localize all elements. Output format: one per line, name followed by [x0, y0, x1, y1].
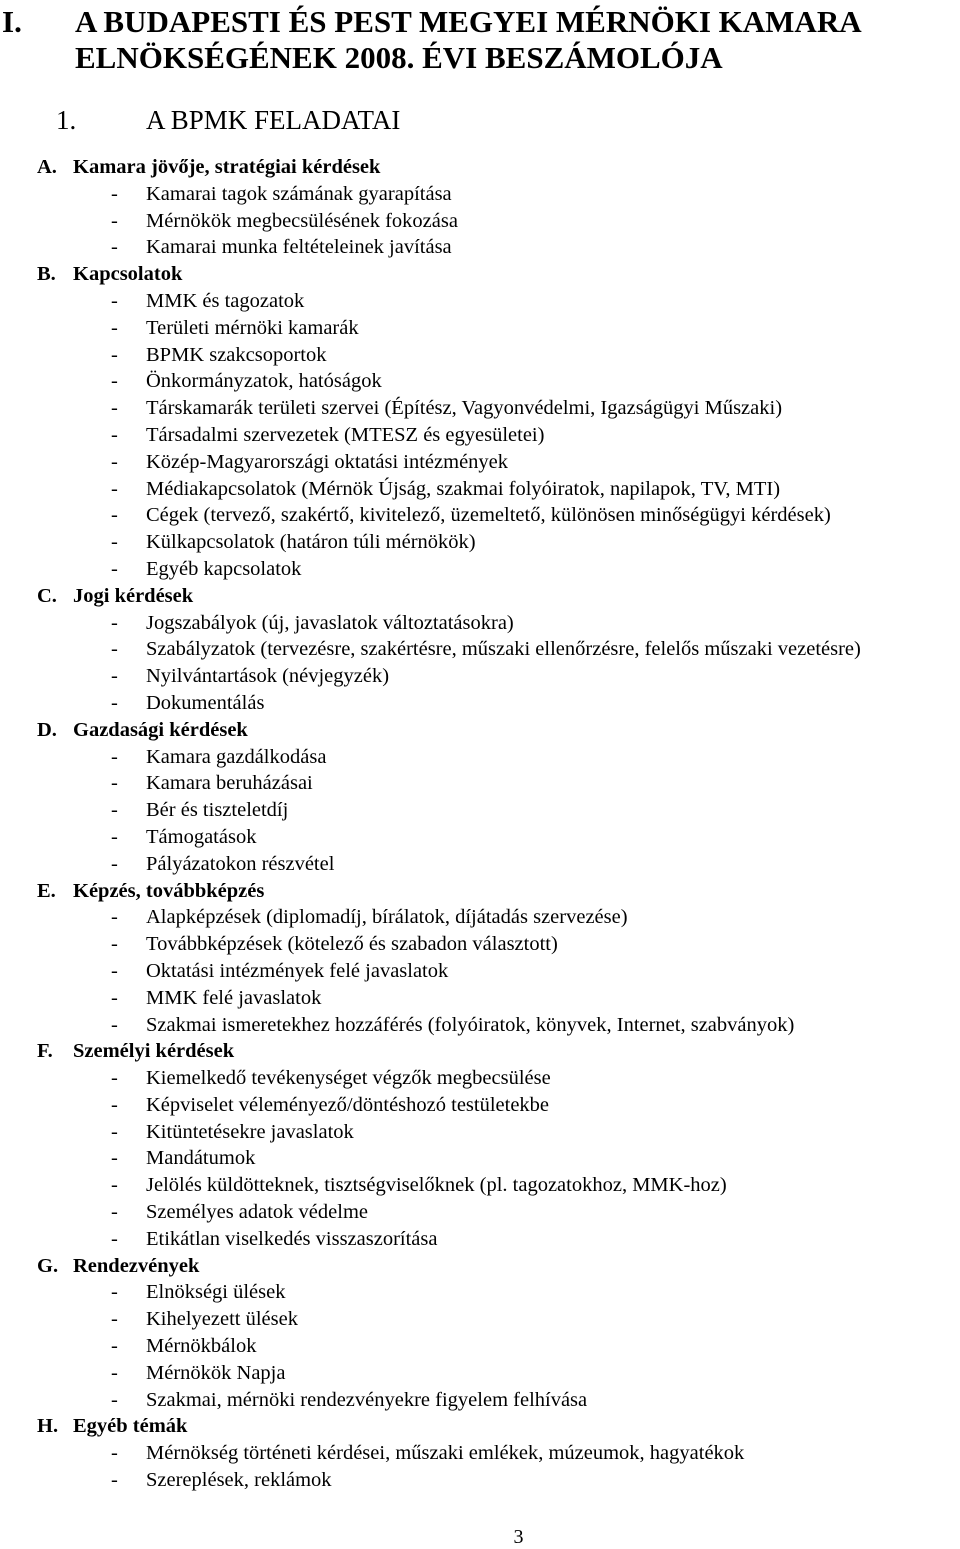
section-label: G. — [37, 1254, 59, 1277]
bullet-dash: - — [111, 1469, 118, 1492]
list-item-text: Kamarai tagok számának gyarapítása — [146, 182, 452, 205]
bullet-dash: - — [111, 638, 118, 661]
bullet-dash: - — [111, 477, 118, 500]
list-item-text: Mandátumok — [146, 1147, 256, 1170]
list-item — [0, 395, 960, 422]
list-item — [0, 770, 960, 797]
list-item-text: Szakmai ismeretekhez hozzáférés (folyóiratok, könyvek, Internet, szabványok) — [146, 1013, 795, 1036]
list-item — [0, 529, 960, 556]
list-item — [0, 904, 960, 931]
bullet-dash: - — [111, 1227, 118, 1250]
list-item-text: Mérnökök megbecsülésének fokozása — [146, 209, 458, 232]
list-item-text: Jelölés küldötteknek, tisztségviselőknek (pl. tagozatokhoz, MMK-hoz) — [146, 1174, 727, 1197]
section-heading — [0, 1413, 960, 1440]
list-item-text: Külkapcsolatok (határon túli mérnökök) — [146, 531, 476, 554]
list-item — [0, 663, 960, 690]
section-label: H. — [37, 1415, 59, 1438]
list-item-text: Kamarai munka feltételeinek javítása — [146, 236, 452, 259]
bullet-dash: - — [111, 825, 118, 848]
list-item — [0, 1065, 960, 1092]
list-item-text: Közép-Magyarországi oktatási intézmények — [146, 450, 509, 473]
list-item-text: Önkormányzatok, hatóságok — [146, 370, 382, 393]
bullet-dash: - — [111, 611, 118, 634]
section-label: A. — [37, 156, 57, 178]
section-heading — [0, 1253, 960, 1280]
bullet-dash: - — [111, 665, 118, 688]
chapter-number: 1. — [56, 105, 77, 135]
list-item-text: Bér és tiszteletdíj — [146, 799, 289, 822]
list-item-text: Kihelyezett ülések — [146, 1308, 298, 1331]
bullet-dash: - — [111, 397, 118, 420]
section-title: Személyi kérdések — [73, 1040, 235, 1063]
list-item — [0, 476, 960, 503]
section-heading — [0, 878, 960, 905]
bullet-dash: - — [111, 370, 118, 393]
list-item — [0, 208, 960, 235]
list-item — [0, 1440, 960, 1467]
bullet-dash: - — [111, 1067, 118, 1090]
section-heading — [0, 583, 960, 610]
section-label: F. — [37, 1040, 53, 1063]
list-item-text: MMK felé javaslatok — [146, 986, 322, 1009]
bullet-dash: - — [111, 236, 118, 259]
list-item — [0, 610, 960, 637]
list-item-text: Médiakapcsolatok (Mérnök Újság, szakmai folyóiratok, napilapok, TV, MTI) — [146, 477, 781, 500]
bullet-dash: - — [111, 423, 118, 446]
list-item-text: BPMK szakcsoportok — [146, 343, 327, 366]
list-item-text: Kamara beruházásai — [146, 772, 313, 795]
list-item — [0, 958, 960, 985]
bullet-dash: - — [111, 182, 118, 205]
section-heading — [0, 1038, 960, 1065]
section-list — [0, 154, 960, 1494]
section-title: Gazdasági kérdések — [73, 718, 248, 741]
list-item-text: Etikátlan viselkedés visszaszorítása — [146, 1227, 438, 1250]
list-item-text: Szakmai, mérnöki rendezvényekre figyelem felhívása — [146, 1388, 588, 1411]
section-title: Egyéb témák — [73, 1415, 188, 1438]
list-item-text: Oktatási intézmények felé javaslatok — [146, 959, 449, 982]
list-item — [0, 690, 960, 717]
list-item — [0, 556, 960, 583]
list-item-text: Mérnökség történeti kérdései, műszaki emlékek, múzeumok, hagyatékok — [146, 1442, 745, 1465]
section-heading — [0, 154, 960, 181]
list-item-text: Támogatások — [146, 825, 257, 848]
bullet-dash: - — [111, 1174, 118, 1197]
bullet-dash: - — [111, 799, 118, 822]
list-item — [0, 1360, 960, 1387]
bullet-dash: - — [111, 1335, 118, 1358]
list-item — [0, 1279, 960, 1306]
list-item — [0, 824, 960, 851]
list-item-text: Kamara gazdálkodása — [146, 745, 327, 768]
list-item — [0, 1467, 960, 1494]
chapter-title: A BPMK FELADATAI — [146, 105, 401, 135]
list-item-text: Egyéb kapcsolatok — [146, 557, 302, 580]
list-item-text: Társkamarák területi szervei (Építész, Vagyonvédelmi, Igazságügyi Műszaki) — [146, 397, 783, 420]
list-item-text: Szereplések, reklámok — [146, 1469, 332, 1492]
section-heading — [0, 261, 960, 288]
list-item — [0, 931, 960, 958]
list-item — [0, 1306, 960, 1333]
list-item-text: Mérnökök Napja — [146, 1361, 286, 1384]
list-item-text: Kiemelkedő tevékenységet végzők megbecsülése — [146, 1067, 551, 1090]
bullet-dash: - — [111, 1442, 118, 1465]
page-number: 3 — [513, 1526, 524, 1548]
list-item — [0, 744, 960, 771]
bullet-dash: - — [111, 745, 118, 768]
list-item — [0, 636, 960, 663]
list-item — [0, 1092, 960, 1119]
section-title: Képzés, továbbképzés — [73, 879, 265, 902]
list-item — [0, 1199, 960, 1226]
section-title: Rendezvények — [73, 1254, 200, 1277]
list-item-text: Alapképzések (diplomadíj, bírálatok, díjátadás szervezése) — [146, 906, 628, 929]
bullet-dash: - — [111, 1120, 118, 1143]
list-item-text: Jogszabályok (új, javaslatok változtatásokra) — [146, 611, 514, 634]
list-item — [0, 342, 960, 369]
list-item — [0, 797, 960, 824]
bullet-dash: - — [111, 691, 118, 714]
bullet-dash: - — [111, 1201, 118, 1224]
bullet-dash: - — [111, 450, 118, 473]
bullet-dash: - — [111, 343, 118, 366]
list-item — [0, 1387, 960, 1414]
title-number: I. — [2, 4, 22, 39]
list-item — [0, 1119, 960, 1146]
bullet-dash: - — [111, 906, 118, 929]
list-item — [0, 315, 960, 342]
bullet-dash: - — [111, 1361, 118, 1384]
list-item-text: MMK és tagozatok — [146, 289, 305, 312]
bullet-dash: - — [111, 531, 118, 554]
list-item — [0, 985, 960, 1012]
bullet-dash: - — [111, 959, 118, 982]
list-item-text: Kitüntetésekre javaslatok — [146, 1120, 354, 1143]
bullet-dash: - — [111, 986, 118, 1009]
list-item-text: Cégek (tervező, szakértő, kivitelező, üzemeltető, különösen minőségügyi kérdések) — [146, 504, 831, 527]
bullet-dash: - — [111, 1013, 118, 1036]
list-item — [0, 368, 960, 395]
title-line-1: A BUDAPESTI ÉS PEST MEGYEI MÉRNÖKI KAMARA — [75, 4, 862, 39]
list-item — [0, 1226, 960, 1253]
section-label: D. — [37, 718, 57, 741]
section-label: E. — [37, 879, 56, 902]
list-item-text: Pályázatokon részvétel — [146, 852, 335, 875]
section-title: Kapcsolatok — [73, 263, 183, 286]
bullet-dash: - — [111, 1388, 118, 1411]
list-item — [0, 422, 960, 449]
list-item-text: Elnökségi ülések — [146, 1281, 286, 1304]
list-item — [0, 851, 960, 878]
list-item-text: Társadalmi szervezetek (MTESZ és egyesületei) — [146, 423, 545, 446]
bullet-dash: - — [111, 852, 118, 875]
list-item-text: Nyilvántartások (névjegyzék) — [146, 665, 390, 688]
bullet-dash: - — [111, 504, 118, 527]
list-item — [0, 1172, 960, 1199]
bullet-dash: - — [111, 316, 118, 339]
list-item-text: Szabályzatok (tervezésre, szakértésre, műszaki ellenőrzésre, felelős műszaki vezetésre) — [146, 638, 861, 661]
bullet-dash: - — [111, 557, 118, 580]
list-item — [0, 1333, 960, 1360]
bullet-dash: - — [111, 772, 118, 795]
bullet-dash: - — [111, 289, 118, 312]
list-item — [0, 234, 960, 261]
title-line-2: ELNÖKSÉGÉNEK 2008. ÉVI BESZÁMOLÓJA — [75, 40, 723, 75]
list-item — [0, 1012, 960, 1039]
bullet-dash: - — [111, 1281, 118, 1304]
list-item-text: Mérnökbálok — [146, 1335, 257, 1358]
list-item — [0, 181, 960, 208]
bullet-dash: - — [111, 1147, 118, 1170]
section-title: Jogi kérdések — [73, 584, 194, 607]
list-item-text: Képviselet véleményező/döntéshozó testületekbe — [146, 1093, 550, 1116]
list-item-text: Dokumentálás — [146, 691, 265, 714]
bullet-dash: - — [111, 209, 118, 232]
list-item-text: Továbbképzések (kötelező és szabadon választott) — [146, 933, 558, 956]
list-item-text: Személyes adatok védelme — [146, 1201, 368, 1224]
bullet-dash: - — [111, 1093, 118, 1116]
list-item — [0, 1145, 960, 1172]
section-label: B. — [37, 263, 56, 286]
section-label: C. — [37, 584, 57, 607]
bullet-dash: - — [111, 933, 118, 956]
list-item — [0, 288, 960, 315]
section-heading — [0, 717, 960, 744]
bullet-dash: - — [111, 1308, 118, 1331]
list-item — [0, 449, 960, 476]
section-title: Kamara jövője, stratégiai kérdések — [73, 156, 381, 178]
list-item — [0, 502, 960, 529]
list-item-text: Területi mérnöki kamarák — [146, 316, 359, 339]
